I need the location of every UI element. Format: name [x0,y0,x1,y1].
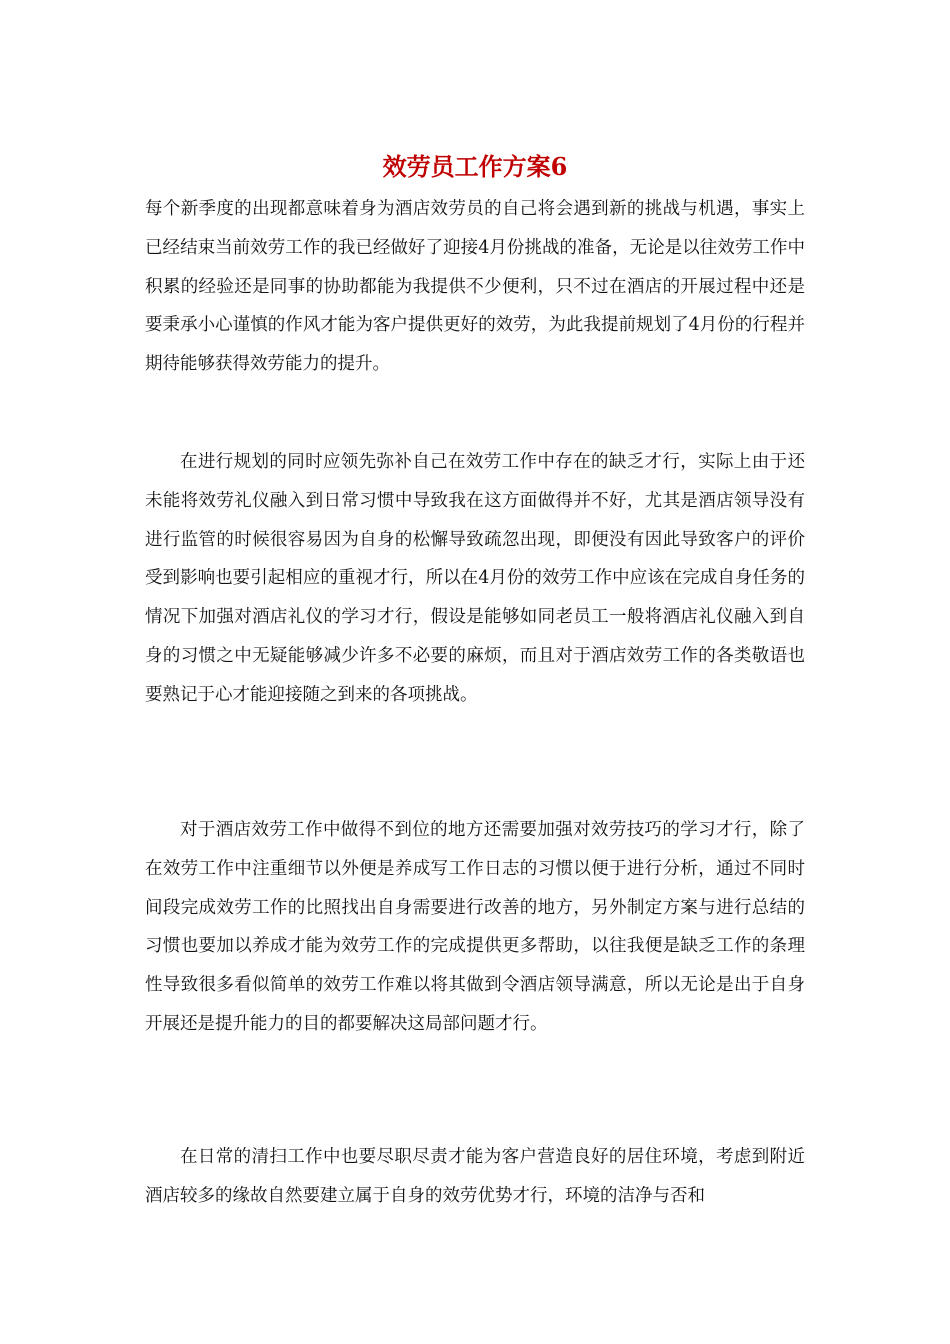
paragraph-2: 在进行规划的同时应领先弥补自己在效劳工作中存在的缺乏才行，实际上由于还未能将效劳礼仪融入到日常习惯中导致我在这方面做得并不好，尤其是酒店领导没有进行监管的时候很容易因为自身的松懈导致疏忽出现，即便没有因此导致客户的评价受到影响也要引起相应的重视才行，所以在4月份的效劳工作中应该在完成自身任务的情况下加强对酒店礼仪的学习才行，假设是能够如同老员工一般将酒店礼仪融入到自身的习惯之中无疑能够减少许多不必要的麻烦，而且对于酒店效劳工作的各类敬语也要熟记于心才能迎接随之到来的各项挑战。 [145,452,805,705]
paragraph-4: 在日常的清扫工作中也要尽职尽责才能为客户营造良好的居住环境，考虑到附近酒店较多的缘故自然要建立属于自身的效劳优势才行，环境的洁净与否和 [145,1147,805,1206]
paragraph-1: 每个新季度的出现都意味着身为酒店效劳员的自己将会遇到新的挑战与机遇，事实上已经结束当前效劳工作的我已经做好了迎接4月份挑战的准备，无论是以往效劳工作中积累的经验还是同事的协助都能为我提供不少便利，只不过在酒店的开展过程中还是要秉承小心谨慎的作风才能为客户提供更好的效劳，为此我提前规划了4月份的行程并期待能够获得效劳能力的提升。 [145,199,805,375]
paragraph-3: 对于酒店效劳工作中做得不到位的地方还需要加强对效劳技巧的学习才行，除了在效劳工作中注重细节以外便是养成写工作日志的习惯以便于进行分析，通过不同时间段完成效劳工作的比照找出自身需要进行改善的地方，另外制定方案与进行总结的习惯也要加以养成才能为效劳工作的完成提供更多帮助，以往我便是缺乏工作的条理性导致很多看似简单的效劳工作难以将其做到令酒店领导满意，所以无论是出于自身开展还是提升能力的目的都要解决这局部问题才行。 [145,820,805,1034]
document-title: 效劳员工作方案6 [382,152,568,181]
